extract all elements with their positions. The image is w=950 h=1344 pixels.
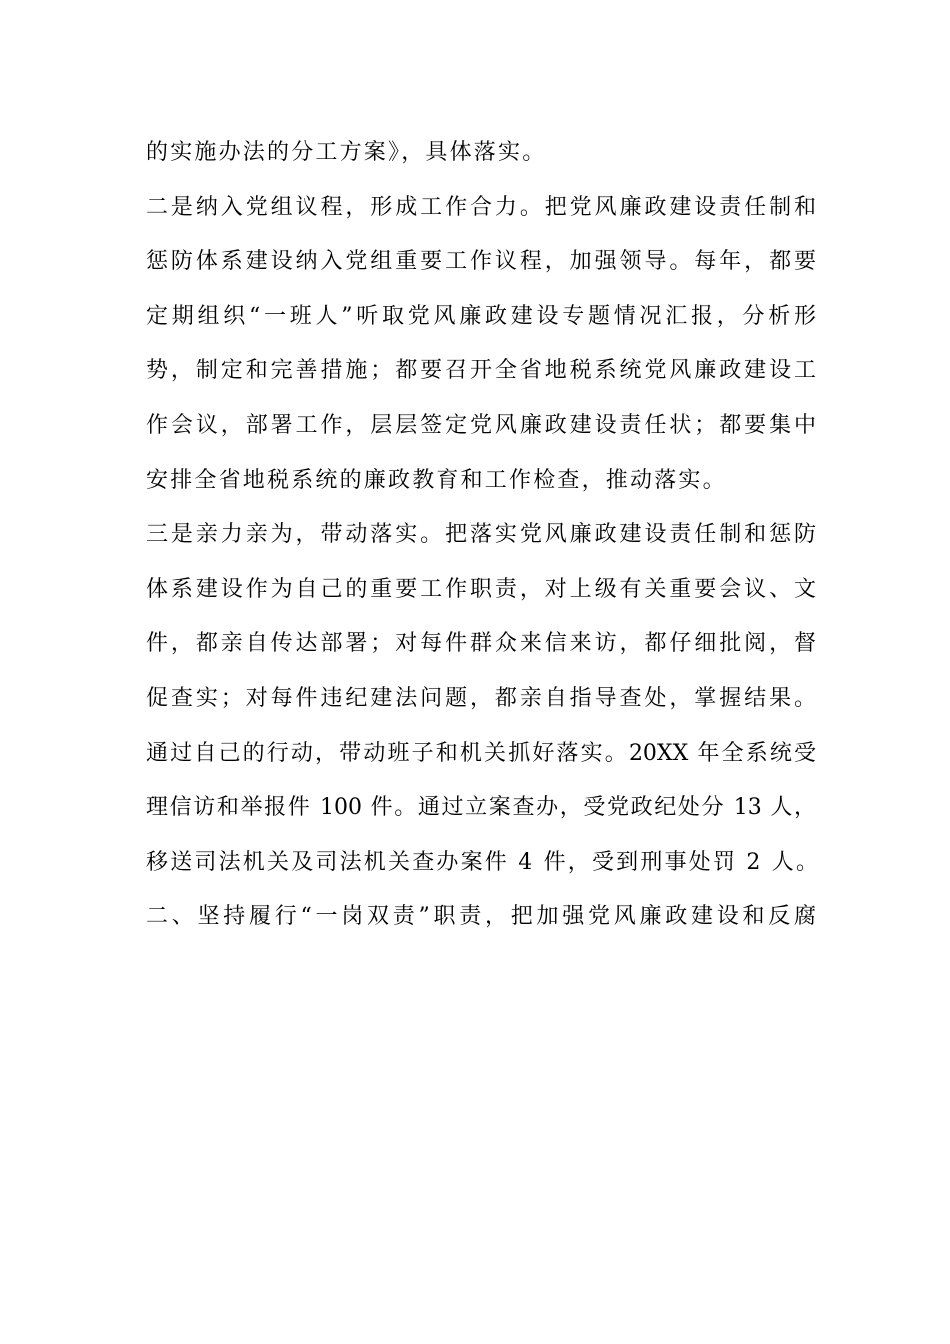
- text-line: 作会议，部署工作，层层签定党风廉政建设责任状；都要集中: [146, 412, 816, 438]
- body-text: [146, 126, 821, 945]
- text-line: 定期组织“一班人”听取党风廉政建设专题情况汇报，分析形: [146, 303, 816, 329]
- text-line: 三是亲力亲为，带动落实。把落实党风廉政建设责任制和惩防: [146, 522, 816, 548]
- text-line: 移送司法机关及司法机关查办案件 4 件，受到刑事处罚 2 人。: [146, 849, 821, 875]
- text-line: 势，制定和完善措施；都要召开全省地税系统党风廉政建设工: [146, 358, 816, 384]
- text-line: 件，都亲自传达部署；对每件群众来信来访，都仔细批阅，督: [146, 631, 816, 657]
- text-line: 理信访和举报件 100 件。通过立案查办，受党政纪处分 13 人，: [146, 795, 816, 821]
- text-line: 二、坚持履行“一岗双责”职责，把加强党风廉政建设和反腐: [146, 904, 816, 930]
- text-line: 通过自己的行动，带动班子和机关抓好落实。20XX 年全系统受: [146, 740, 816, 766]
- text-line: 二是纳入党组议程，形成工作合力。把党风廉政建设责任制和: [146, 194, 816, 220]
- text-line: 惩防体系建设纳入党组重要工作议程，加强领导。每年，都要: [146, 249, 816, 275]
- text-line: 促查实；对每件违纪建法问题，都亲自指导查处，掌握结果。: [146, 685, 816, 711]
- text-line: 体系建设作为自己的重要工作职责，对上级有关重要会议、文: [146, 576, 816, 602]
- text-line: 安排全省地税系统的廉政教育和工作检查，推动落实。: [146, 467, 727, 493]
- text-line: 的实施办法的分工方案》，具体落实。: [146, 140, 547, 165]
